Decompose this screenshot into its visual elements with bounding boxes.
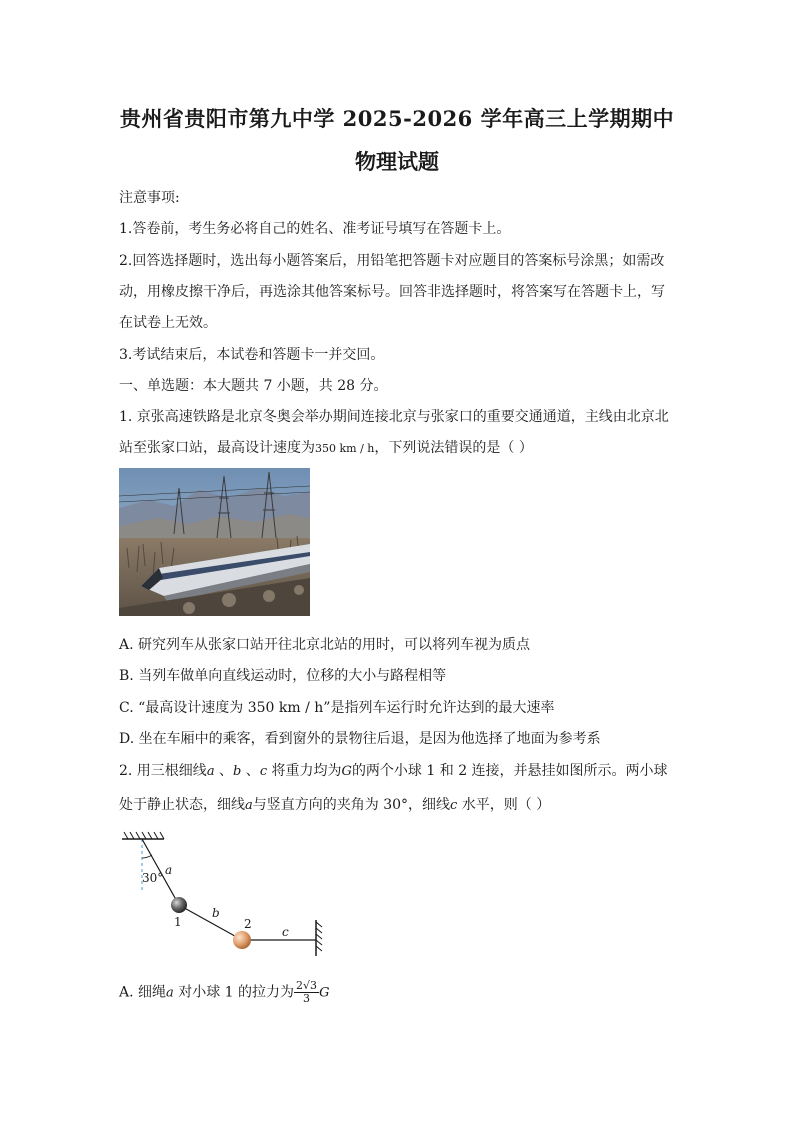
var-c-2: c: [450, 798, 458, 813]
question-2-option-a: [119, 980, 329, 1005]
var-c: c: [259, 764, 268, 779]
notice-item-2-line-2: 动，用橡皮擦干净后，再选涂其他答案标号。回答非选择题时，将答案写在答题卡上，写: [119, 284, 665, 300]
string-b-label: b: [212, 906, 220, 920]
question-1-text-pre: 站至张家口站，最高设计速度为: [119, 440, 315, 456]
notice-heading: 注意事项:: [119, 190, 180, 206]
question-1-line-1: 1. 京张高速铁路是北京冬奥会举办期间连接北京与张家口的重要交通通道，主线由北京北: [119, 409, 669, 425]
notice-item-3: 3.考试结束后，本试卷和答题卡一并交回。: [119, 347, 385, 363]
q2-option-a-text-2: 对小球 1 的拉力为: [173, 984, 295, 1001]
question-1-option-d: D. 坐在车厢中的乘客，看到窗外的景物往后退，是因为他选择了地面为参考系: [119, 731, 601, 747]
fraction-denominator: 3: [303, 992, 311, 1005]
q2-sep-2: 、: [241, 763, 260, 779]
speed-value: 350 km / h: [315, 442, 375, 455]
ball-2: [233, 931, 251, 949]
ball-1-label: 1: [174, 915, 182, 929]
q2-text-4: 处于静止状态，细线: [119, 797, 245, 813]
exam-title: 贵州省贵阳市第九中学 2025-2026 学年高三上学期期中: [119, 106, 675, 131]
question-2-line-1: [119, 760, 668, 780]
var-g: G: [341, 764, 352, 779]
string-a-label: a: [165, 863, 173, 877]
q2-text-1: 2. 用三根细线: [119, 763, 207, 779]
ball-1: [171, 897, 187, 913]
var-b: b: [233, 764, 242, 779]
q2-text-6: 水平，则（ ）: [457, 797, 551, 813]
q2-text-2: 将重力均为: [267, 763, 342, 779]
q2-option-a-text-1: A. 细绳: [119, 984, 167, 1001]
notice-item-2-line-1: 2.回答选择题时，选出每小题答案后，用铅笔把答题卡对应题目的答案标号涂黑；如需改: [119, 253, 665, 269]
exam-subject-title: 物理试题: [355, 149, 439, 174]
hanging-balls-diagram: [118, 828, 328, 956]
question-1-option-c: C. “最高设计速度为 350 km / h”是指列车运行时允许达到的最大速率: [119, 700, 555, 716]
option-a-var-g: G: [319, 985, 330, 1001]
ball-2-label: 2: [244, 917, 252, 931]
q2-text-5: 与竖直方向的夹角为 30°，细线: [252, 797, 451, 813]
angle-label: 30°: [142, 871, 164, 885]
q2-sep-1: 、: [214, 763, 234, 779]
string-b: [179, 905, 242, 940]
question-1-line-2: [119, 437, 533, 457]
section-heading: 一、单选题：本大题共 7 小题，共 28 分。: [119, 378, 388, 394]
question-1-option-a: A. 研究列车从张家口站开往北京北站的用时，可以将列车视为质点: [119, 637, 531, 653]
var-a: a: [206, 764, 215, 779]
train-photo: [119, 468, 310, 616]
question-1-option-b: B. 当列车做单向直线运动时，位移的大小与路程相等: [119, 668, 447, 684]
q2-text-3: 的两个小球 1 和 2 连接，并悬挂如图所示。两小球: [351, 763, 668, 779]
question-2-line-2: [119, 794, 550, 814]
fraction-numerator: 2√3: [296, 979, 318, 992]
var-a-2: a: [245, 798, 253, 813]
notice-item-1: 1.答卷前，考生务必将自己的姓名、准考证号填写在答题卡上。: [119, 221, 511, 237]
notice-item-2-line-3: 在试卷上无效。: [119, 315, 217, 331]
question-1-text-post: ，下列说法错误的是（ ）: [374, 440, 533, 456]
fraction-two-root-three-over-three: [294, 980, 319, 1005]
string-c-label: c: [282, 925, 289, 939]
option-a-var-a: a: [166, 985, 174, 1001]
